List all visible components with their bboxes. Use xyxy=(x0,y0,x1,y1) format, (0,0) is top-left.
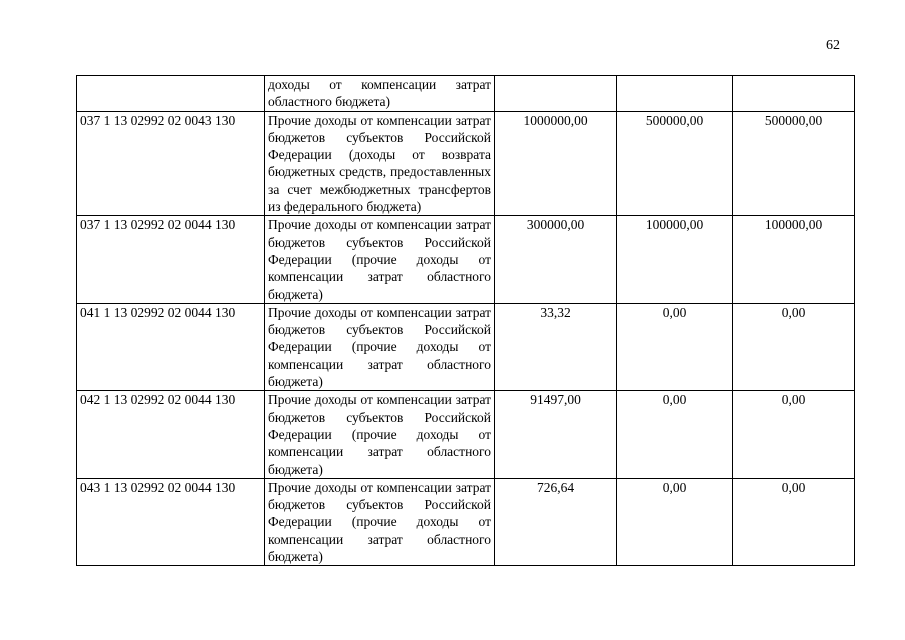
table-row xyxy=(77,111,855,216)
amount-year2-cell: 500000,00 xyxy=(617,111,733,216)
revenue-code-cell xyxy=(77,76,265,112)
revenue-code-cell: 042 1 13 02992 02 0044 130 xyxy=(77,391,265,478)
amount-year3-cell: 500000,00 xyxy=(733,111,855,216)
amount-year2-cell: 100000,00 xyxy=(617,216,733,303)
amount-year1-cell: 33,32 xyxy=(495,303,617,390)
amount-year3-cell: 0,00 xyxy=(733,478,855,565)
revenue-code-cell: 037 1 13 02992 02 0043 130 xyxy=(77,111,265,216)
amount-year1-cell: 1000000,00 xyxy=(495,111,617,216)
revenue-description-cell: Прочие доходы от компенсации затрат бюджетов субъектов Российской Федерации (прочие доходы от компенсации затрат областного бюджета) xyxy=(265,391,495,478)
budget-revenue-table xyxy=(76,75,855,566)
amount-year1-cell: 91497,00 xyxy=(495,391,617,478)
amount-year2-cell: 0,00 xyxy=(617,478,733,565)
revenue-description-cell: Прочие доходы от компенсации затрат бюджетов субъектов Российской Федерации (доходы от возврата бюджетных средств, предоставленных за счет межбюджетных трансфертов из федерального бюджета) xyxy=(265,111,495,216)
amount-year3-cell: 100000,00 xyxy=(733,216,855,303)
amount-year3-cell: 0,00 xyxy=(733,391,855,478)
revenue-description-cell: Прочие доходы от компенсации затрат бюджетов субъектов Российской Федерации (прочие доходы от компенсации затрат областного бюджета) xyxy=(265,303,495,390)
revenue-code-cell: 043 1 13 02992 02 0044 130 xyxy=(77,478,265,565)
revenue-description-cell: доходы от компенсации затрат областного бюджета) xyxy=(265,76,495,112)
amount-year2-cell: 0,00 xyxy=(617,303,733,390)
revenue-code-cell: 037 1 13 02992 02 0044 130 xyxy=(77,216,265,303)
revenue-description-cell: Прочие доходы от компенсации затрат бюджетов субъектов Российской Федерации (прочие доходы от компенсации затрат областного бюджета) xyxy=(265,478,495,565)
amount-year2-cell: 0,00 xyxy=(617,391,733,478)
table-row xyxy=(77,216,855,303)
amount-year2-cell xyxy=(617,76,733,112)
amount-year1-cell: 726,64 xyxy=(495,478,617,565)
table-row xyxy=(77,303,855,390)
amount-year1-cell: 300000,00 xyxy=(495,216,617,303)
revenue-description-cell: Прочие доходы от компенсации затрат бюджетов субъектов Российской Федерации (прочие доходы от компенсации затрат областного бюджета) xyxy=(265,216,495,303)
page-number: 62 xyxy=(826,38,840,53)
revenue-code-cell: 041 1 13 02992 02 0044 130 xyxy=(77,303,265,390)
table-row xyxy=(77,391,855,478)
table-row xyxy=(77,478,855,565)
amount-year3-cell xyxy=(733,76,855,112)
amount-year1-cell xyxy=(495,76,617,112)
table-row-continuation xyxy=(77,76,855,112)
amount-year3-cell: 0,00 xyxy=(733,303,855,390)
